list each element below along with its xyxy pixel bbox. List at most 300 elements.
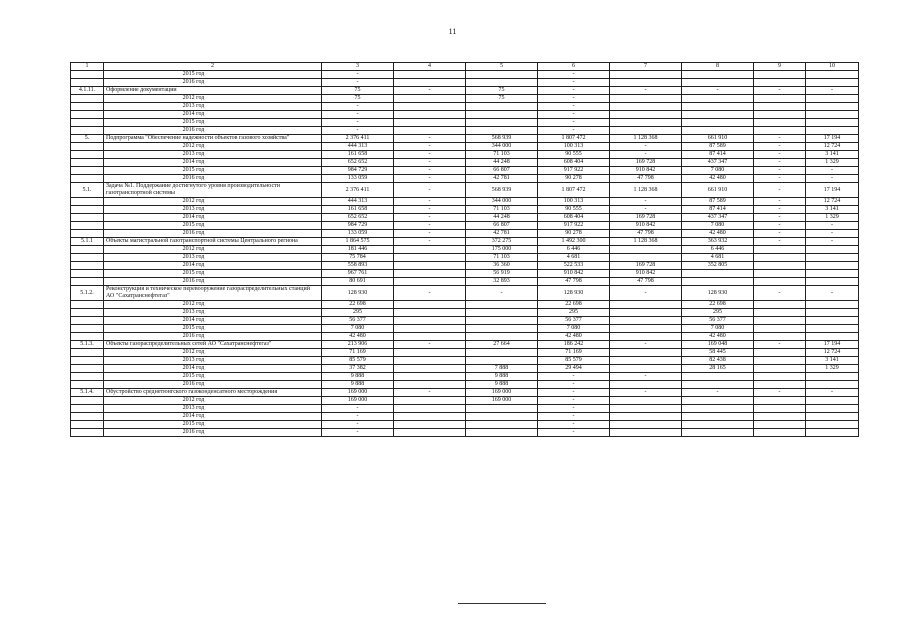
value-cell: [682, 119, 754, 127]
value-cell: [394, 349, 466, 357]
value-cell: 3 141: [806, 357, 859, 365]
value-cell: -: [538, 389, 610, 397]
table-year-row: [71, 325, 859, 333]
value-cell: 42 480: [682, 230, 754, 238]
footer-rule: [458, 603, 546, 604]
value-cell: 568 939: [466, 183, 538, 198]
value-cell: [610, 429, 682, 437]
row-label-cell: 2016 год: [104, 429, 322, 437]
row-code-cell: [71, 119, 104, 127]
value-cell: [806, 103, 859, 111]
value-cell: 169 000: [466, 397, 538, 405]
value-cell: [610, 119, 682, 127]
value-cell: -: [322, 413, 394, 421]
value-cell: -: [806, 238, 859, 246]
value-cell: [394, 405, 466, 413]
value-cell: 608 404: [538, 159, 610, 167]
value-cell: 1 128 368: [610, 238, 682, 246]
table-year-row: [71, 397, 859, 405]
value-cell: [754, 373, 806, 381]
value-cell: 608 404: [538, 214, 610, 222]
table-year-row: [71, 429, 859, 437]
value-cell: 661 910: [682, 135, 754, 143]
value-cell: 36 360: [466, 262, 538, 270]
value-cell: 75: [466, 87, 538, 95]
value-cell: 7 888: [466, 365, 538, 373]
row-label-cell: 2015 год: [104, 222, 322, 230]
value-cell: [394, 270, 466, 278]
table-year-row: [71, 119, 859, 127]
column-header: 2: [104, 63, 322, 71]
value-cell: [754, 413, 806, 421]
value-cell: [682, 79, 754, 87]
value-cell: 7 080: [538, 325, 610, 333]
row-code-cell: [71, 175, 104, 183]
value-cell: [466, 317, 538, 325]
value-cell: [682, 397, 754, 405]
value-cell: -: [538, 111, 610, 119]
value-cell: [754, 365, 806, 373]
value-cell: [754, 325, 806, 333]
value-cell: 56 377: [682, 317, 754, 325]
value-cell: 37 382: [322, 365, 394, 373]
value-cell: [610, 421, 682, 429]
row-label-cell: 2015 год: [104, 421, 322, 429]
value-cell: [754, 429, 806, 437]
value-cell: 32 893: [466, 278, 538, 286]
table-year-row: [71, 405, 859, 413]
value-cell: -: [394, 151, 466, 159]
value-cell: [610, 246, 682, 254]
value-cell: [466, 405, 538, 413]
value-cell: 75 784: [322, 254, 394, 262]
value-cell: -: [394, 286, 466, 301]
value-cell: 42 781: [466, 230, 538, 238]
row-code-cell: [71, 309, 104, 317]
value-cell: [682, 381, 754, 389]
value-cell: -: [394, 87, 466, 95]
row-code-cell: [71, 429, 104, 437]
value-cell: 128 930: [682, 286, 754, 301]
row-code-cell: [71, 143, 104, 151]
value-cell: [610, 111, 682, 119]
table-year-row: [71, 246, 859, 254]
value-cell: -: [754, 87, 806, 95]
value-cell: -: [538, 119, 610, 127]
row-label-cell: 2014 год: [104, 111, 322, 119]
table-year-row: [71, 301, 859, 309]
value-cell: [394, 262, 466, 270]
value-cell: 169 728: [610, 214, 682, 222]
value-cell: -: [394, 143, 466, 151]
value-cell: [610, 365, 682, 373]
value-cell: 12 724: [806, 198, 859, 206]
row-code-cell: [71, 421, 104, 429]
value-cell: 295: [538, 309, 610, 317]
value-cell: -: [394, 389, 466, 397]
value-cell: [754, 95, 806, 103]
value-cell: [754, 254, 806, 262]
row-label-cell: 2013 год: [104, 357, 322, 365]
value-cell: [682, 103, 754, 111]
value-cell: [754, 405, 806, 413]
value-cell: 47 798: [610, 175, 682, 183]
row-label-cell: 2016 год: [104, 230, 322, 238]
value-cell: [754, 349, 806, 357]
value-cell: [806, 71, 859, 79]
value-cell: 71 103: [466, 254, 538, 262]
value-cell: -: [610, 389, 682, 397]
value-cell: [466, 127, 538, 135]
value-cell: [754, 111, 806, 119]
value-cell: [610, 103, 682, 111]
value-cell: 175 000: [466, 246, 538, 254]
value-cell: -: [538, 103, 610, 111]
row-label-cell: 2014 год: [104, 413, 322, 421]
value-cell: [394, 381, 466, 389]
value-cell: [610, 254, 682, 262]
value-cell: -: [754, 143, 806, 151]
value-cell: 1 807 472: [538, 183, 610, 198]
value-cell: 128 930: [322, 286, 394, 301]
value-cell: [682, 111, 754, 119]
value-cell: 444 313: [322, 198, 394, 206]
value-cell: 3 141: [806, 206, 859, 214]
value-cell: -: [538, 373, 610, 381]
value-cell: -: [538, 79, 610, 87]
table-year-row: [71, 143, 859, 151]
value-cell: [806, 127, 859, 135]
row-code-cell: [71, 262, 104, 270]
value-cell: [466, 71, 538, 79]
table-section-row: [71, 389, 859, 397]
row-code-cell: [71, 333, 104, 341]
value-cell: 90 555: [538, 206, 610, 214]
value-cell: -: [610, 87, 682, 95]
row-code-cell: [71, 405, 104, 413]
value-cell: [394, 246, 466, 254]
table-section-row: [71, 286, 859, 301]
value-cell: 42 480: [682, 175, 754, 183]
value-cell: [754, 397, 806, 405]
value-cell: 100 313: [538, 143, 610, 151]
row-label-cell: 2015 год: [104, 325, 322, 333]
row-label-cell: 2015 год: [104, 270, 322, 278]
value-cell: [754, 119, 806, 127]
value-cell: [394, 317, 466, 325]
value-cell: 22 698: [538, 301, 610, 309]
value-cell: [394, 95, 466, 103]
value-cell: -: [610, 151, 682, 159]
value-cell: -: [610, 373, 682, 381]
value-cell: [610, 413, 682, 421]
table-year-row: [71, 254, 859, 262]
value-cell: [394, 278, 466, 286]
table-year-row: [71, 206, 859, 214]
page-number: 11: [448, 27, 457, 36]
value-cell: [806, 373, 859, 381]
row-label-cell: 2012 год: [104, 397, 322, 405]
value-cell: 128 930: [538, 286, 610, 301]
value-cell: [682, 405, 754, 413]
value-cell: -: [538, 397, 610, 405]
value-cell: [806, 413, 859, 421]
value-cell: [806, 333, 859, 341]
value-cell: 344 000: [466, 143, 538, 151]
value-cell: 56 919: [466, 270, 538, 278]
value-cell: -: [610, 143, 682, 151]
value-cell: 90 555: [538, 151, 610, 159]
value-cell: 169 000: [466, 389, 538, 397]
value-cell: 82 438: [682, 357, 754, 365]
value-cell: 9 888: [322, 381, 394, 389]
value-cell: -: [322, 103, 394, 111]
value-cell: [806, 317, 859, 325]
row-label-cell: Оформление документации: [104, 87, 322, 95]
value-cell: 910 842: [610, 270, 682, 278]
value-cell: [610, 381, 682, 389]
row-label-cell: 2015 год: [104, 167, 322, 175]
value-cell: -: [538, 413, 610, 421]
value-cell: 9 888: [466, 381, 538, 389]
row-label-cell: Реконструкция и техническое перевооружение газораспределительных станций АО "Сахатранснефтегаз": [104, 286, 322, 301]
value-cell: 3 141: [806, 151, 859, 159]
value-cell: 1 128 368: [610, 183, 682, 198]
value-cell: 344 000: [466, 198, 538, 206]
value-cell: [806, 309, 859, 317]
value-cell: [806, 270, 859, 278]
value-cell: [394, 325, 466, 333]
value-cell: 12 724: [806, 349, 859, 357]
column-header: 7: [610, 63, 682, 71]
value-cell: [610, 357, 682, 365]
program-funding-table: [70, 62, 859, 437]
value-cell: 1 128 368: [610, 135, 682, 143]
value-cell: [754, 309, 806, 317]
row-code-cell: 5.: [71, 135, 104, 143]
value-cell: [394, 397, 466, 405]
value-cell: -: [394, 167, 466, 175]
value-cell: [806, 254, 859, 262]
value-cell: -: [538, 127, 610, 135]
value-cell: [806, 79, 859, 87]
row-label-cell: 2013 год: [104, 103, 322, 111]
value-cell: 44 248: [466, 214, 538, 222]
value-cell: -: [754, 135, 806, 143]
value-cell: [466, 111, 538, 119]
value-cell: -: [538, 421, 610, 429]
value-cell: -: [806, 389, 859, 397]
value-cell: 6 446: [682, 246, 754, 254]
value-cell: -: [322, 429, 394, 437]
table-year-row: [71, 167, 859, 175]
value-cell: -: [538, 405, 610, 413]
value-cell: 56 377: [538, 317, 610, 325]
value-cell: 7 080: [322, 325, 394, 333]
row-label-cell: Подпрограмма "Обеспечение надежности объектов газового хозяйства": [104, 135, 322, 143]
row-label-cell: Задача №1. Поддержание достигнутого уровня производительности газотранспортной системы: [104, 183, 322, 198]
row-code-cell: [71, 111, 104, 119]
value-cell: 161 658: [322, 151, 394, 159]
value-cell: -: [538, 429, 610, 437]
column-header: 1: [71, 63, 104, 71]
value-cell: 2 376 411: [322, 135, 394, 143]
value-cell: [394, 301, 466, 309]
row-label-cell: 2014 год: [104, 262, 322, 270]
value-cell: 29 494: [538, 365, 610, 373]
value-cell: [754, 246, 806, 254]
value-cell: 7 080: [682, 167, 754, 175]
table-year-row: [71, 262, 859, 270]
value-cell: 75: [322, 95, 394, 103]
value-cell: 522 533: [538, 262, 610, 270]
value-cell: -: [394, 175, 466, 183]
value-cell: 66 807: [466, 167, 538, 175]
row-code-cell: 5.1.3.: [71, 341, 104, 349]
table-year-row: [71, 413, 859, 421]
value-cell: [754, 103, 806, 111]
column-header: 4: [394, 63, 466, 71]
value-cell: 90 278: [538, 175, 610, 183]
value-cell: 71 103: [466, 151, 538, 159]
value-cell: -: [610, 198, 682, 206]
value-cell: 47 798: [610, 230, 682, 238]
value-cell: 295: [322, 309, 394, 317]
value-cell: -: [322, 421, 394, 429]
value-cell: -: [394, 159, 466, 167]
row-code-cell: 5.1.: [71, 183, 104, 198]
value-cell: [394, 254, 466, 262]
value-cell: -: [806, 87, 859, 95]
row-label-cell: 2012 год: [104, 301, 322, 309]
table-section-row: [71, 183, 859, 198]
value-cell: [754, 357, 806, 365]
value-cell: 181 446: [322, 246, 394, 254]
table-year-row: [71, 357, 859, 365]
value-cell: -: [754, 151, 806, 159]
row-label-cell: 2012 год: [104, 246, 322, 254]
value-cell: -: [322, 127, 394, 135]
value-cell: 1 492 300: [538, 238, 610, 246]
table-year-row: [71, 349, 859, 357]
value-cell: [394, 79, 466, 87]
value-cell: -: [394, 238, 466, 246]
value-cell: 7 080: [682, 222, 754, 230]
value-cell: 352 805: [682, 262, 754, 270]
value-cell: -: [682, 87, 754, 95]
value-cell: -: [754, 214, 806, 222]
value-cell: 133 059: [322, 175, 394, 183]
row-label-cell: 2013 год: [104, 405, 322, 413]
value-cell: 213 906: [322, 341, 394, 349]
value-cell: [806, 262, 859, 270]
value-cell: [682, 421, 754, 429]
value-cell: -: [394, 222, 466, 230]
value-cell: -: [610, 341, 682, 349]
value-cell: -: [754, 230, 806, 238]
value-cell: -: [754, 206, 806, 214]
value-cell: [754, 301, 806, 309]
table-year-row: [71, 159, 859, 167]
column-header: 8: [682, 63, 754, 71]
value-cell: 71 169: [538, 349, 610, 357]
value-cell: -: [322, 119, 394, 127]
row-label-cell: 2016 год: [104, 127, 322, 135]
table-header-row: [71, 63, 859, 71]
value-cell: 22 698: [682, 301, 754, 309]
value-cell: [610, 333, 682, 341]
value-cell: -: [754, 286, 806, 301]
value-cell: [754, 270, 806, 278]
row-label-cell: Объекты газораспределительных сетей АО "Сахатранснефтегаз": [104, 341, 322, 349]
value-cell: -: [610, 206, 682, 214]
value-cell: 652 652: [322, 159, 394, 167]
row-label-cell: 2015 год: [104, 119, 322, 127]
value-cell: [394, 103, 466, 111]
value-cell: [682, 270, 754, 278]
value-cell: [466, 325, 538, 333]
row-label-cell: 2015 год: [104, 373, 322, 381]
value-cell: [466, 301, 538, 309]
value-cell: 910 842: [538, 270, 610, 278]
value-cell: [806, 278, 859, 286]
value-cell: [806, 381, 859, 389]
value-cell: [682, 429, 754, 437]
table-year-row: [71, 381, 859, 389]
value-cell: 984 729: [322, 167, 394, 175]
value-cell: -: [538, 87, 610, 95]
value-cell: [682, 71, 754, 79]
value-cell: -: [754, 175, 806, 183]
value-cell: [466, 103, 538, 111]
value-cell: 161 658: [322, 206, 394, 214]
value-cell: [610, 405, 682, 413]
value-cell: [466, 421, 538, 429]
row-code-cell: [71, 95, 104, 103]
value-cell: -: [754, 183, 806, 198]
value-cell: [394, 429, 466, 437]
row-code-cell: [71, 159, 104, 167]
value-cell: [394, 71, 466, 79]
value-cell: 1 864 575: [322, 238, 394, 246]
value-cell: [806, 429, 859, 437]
table-year-row: [71, 317, 859, 325]
value-cell: 12 724: [806, 143, 859, 151]
value-cell: [610, 71, 682, 79]
value-cell: [610, 349, 682, 357]
value-cell: [682, 413, 754, 421]
value-cell: 22 698: [322, 301, 394, 309]
value-cell: [466, 357, 538, 365]
value-cell: 17 194: [806, 135, 859, 143]
value-cell: 186 242: [538, 341, 610, 349]
value-cell: [394, 309, 466, 317]
value-cell: [754, 262, 806, 270]
value-cell: 2 376 411: [322, 183, 394, 198]
row-code-cell: [71, 317, 104, 325]
value-cell: [806, 246, 859, 254]
value-cell: 42 480: [682, 333, 754, 341]
value-cell: [806, 325, 859, 333]
value-cell: 85 579: [322, 357, 394, 365]
value-cell: -: [394, 135, 466, 143]
row-code-cell: [71, 413, 104, 421]
row-label-cell: 2013 год: [104, 254, 322, 262]
value-cell: 42 480: [322, 333, 394, 341]
row-label-cell: 2012 год: [104, 143, 322, 151]
value-cell: -: [394, 183, 466, 198]
value-cell: -: [610, 286, 682, 301]
